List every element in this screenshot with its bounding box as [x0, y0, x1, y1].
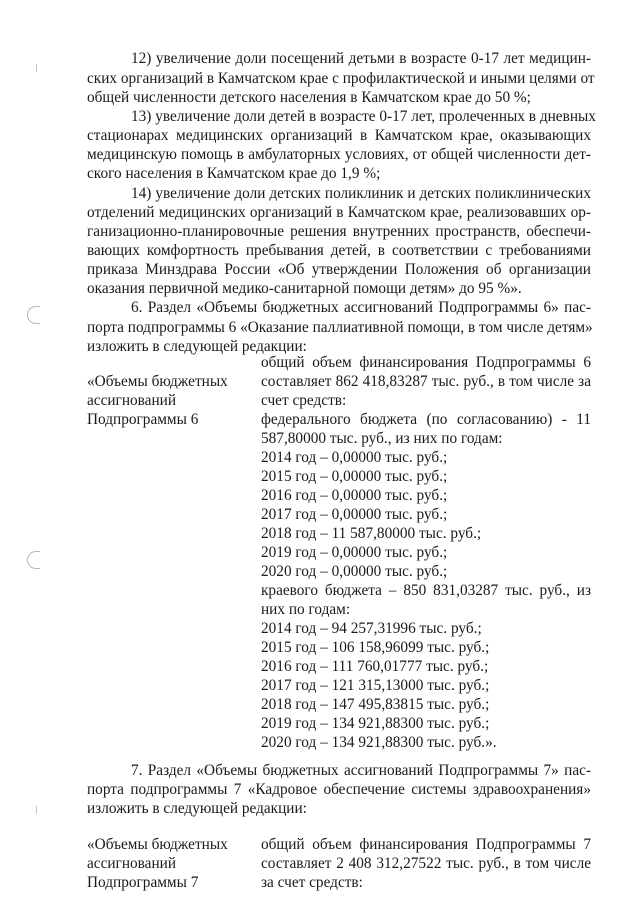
table-label: Подпрограммы 7 [87, 874, 199, 891]
punch-hole-mark [27, 306, 40, 324]
table-value: 2020 год – 134 921,88300 тыс. руб.». [261, 734, 497, 751]
text-line: 12) увеличение доли посещений детьми в возрасте 0-17 лет медицин- [131, 50, 591, 67]
table-value: 2014 год – 0,00000 тыс. руб.; [261, 449, 448, 466]
table-value: составляет 862 418,83287 тыс. руб., в том числе за [261, 373, 591, 390]
text-line: отделений медицинских организаций в Камчатском крае, реализовавших ор- [87, 204, 591, 221]
table-value: 2019 год – 134 921,88300 тыс. руб.; [261, 715, 490, 732]
text-line: ганизационно-планировочные решения внутренних пространств, обеспечи- [87, 223, 591, 240]
table-value: 2018 год – 147 495,83815 тыс. руб.; [261, 696, 490, 713]
table-value: федерального бюджета (по согласованию) - 11 [261, 411, 591, 428]
table-value: 2017 год – 0,00000 тыс. руб.; [261, 506, 448, 523]
text-line: общей численности детского населения в Камчатском крае до 50 %; [87, 89, 531, 106]
text-line: изложить в следующей редакции: [87, 338, 307, 355]
table-value: 2016 год – 0,00000 тыс. руб.; [261, 487, 448, 504]
text-line: ского населения в Камчатском крае до 1,9 %; [87, 165, 381, 182]
text-line: ских организаций в Камчатском крае с профилактической и иными целями от [87, 70, 595, 87]
text-line: медицинскую помощь в амбулаторных условиях, от общей численности дет- [87, 146, 591, 163]
table-value: 2016 год – 111 760,01777 тыс. руб.; [261, 658, 489, 675]
text-line: 6. Раздел «Объемы бюджетных ассигнований Подпрограммы 6» пас- [131, 299, 591, 316]
table-label: «Объемы бюджетных [87, 373, 228, 390]
table-value: них по годам: [261, 601, 351, 618]
table-label: «Объемы бюджетных [87, 836, 228, 853]
text-line: 13) увеличение доли детей в возрасте 0-17 лет, пролеченных в дневных [131, 108, 596, 125]
table-value: 2020 год – 0,00000 тыс. руб.; [261, 563, 448, 580]
punch-hole-mark [27, 551, 40, 569]
table-value: 2019 год – 0,00000 тыс. руб.; [261, 544, 448, 561]
text-line: изложить в следующей редакции: [87, 800, 307, 817]
table-value: общий объем финансирования Подпрограммы 7 [261, 836, 591, 853]
table-value: краевого бюджета – 850 831,03287 тыс. руб., из [261, 582, 591, 599]
text-line: 7. Раздел «Объемы бюджетных ассигнований Подпрограммы 7» пас- [131, 762, 591, 779]
text-line: стационарах медицинских организаций в Камчатском крае, оказывающих [87, 127, 591, 144]
table-value: общий объем финансирования Подпрограммы 6 [261, 354, 591, 371]
margin-mark [36, 806, 39, 814]
table-value: 2018 год – 11 587,80000 тыс. руб.; [261, 525, 482, 542]
table-value: счет средств: [261, 392, 347, 409]
text-line: 14) увеличение доли детских поликлиник и детских поликлинических [131, 185, 591, 202]
table-value: за счет средств: [261, 874, 363, 891]
table-label: Подпрограммы 6 [87, 411, 199, 428]
table-value: 2015 год – 106 158,96099 тыс. руб.; [261, 639, 490, 656]
table-value: 2014 год – 94 257,31996 тыс. руб.; [261, 620, 482, 637]
table-label: ассигнований [87, 855, 177, 872]
table-value: 587,80000 тыс. руб., из них по годам: [261, 430, 503, 447]
text-line: порта подпрограммы 6 «Оказание паллиативной помощи, в том числе детям» [87, 319, 593, 336]
table-label: ассигнований [87, 392, 177, 409]
table-value: 2015 год – 0,00000 тыс. руб.; [261, 468, 448, 485]
text-line: оказания первичной медико-санитарной помощи детям» до 95 %». [87, 280, 522, 297]
table-value: 2017 год – 121 315,13000 тыс. руб.; [261, 677, 490, 694]
text-line: вающих комфортность пребывания детей, в соответствии с требованиями [87, 242, 591, 259]
margin-mark [36, 64, 39, 72]
table-value: составляет 2 408 312,27522 тыс. руб., в том числе [261, 855, 591, 872]
text-line: приказа Минздрава России «Об утверждении Положения об организации [87, 261, 591, 278]
text-line: порта подпрограммы 7 «Кадровое обеспечение системы здравоохранения» [87, 781, 591, 798]
